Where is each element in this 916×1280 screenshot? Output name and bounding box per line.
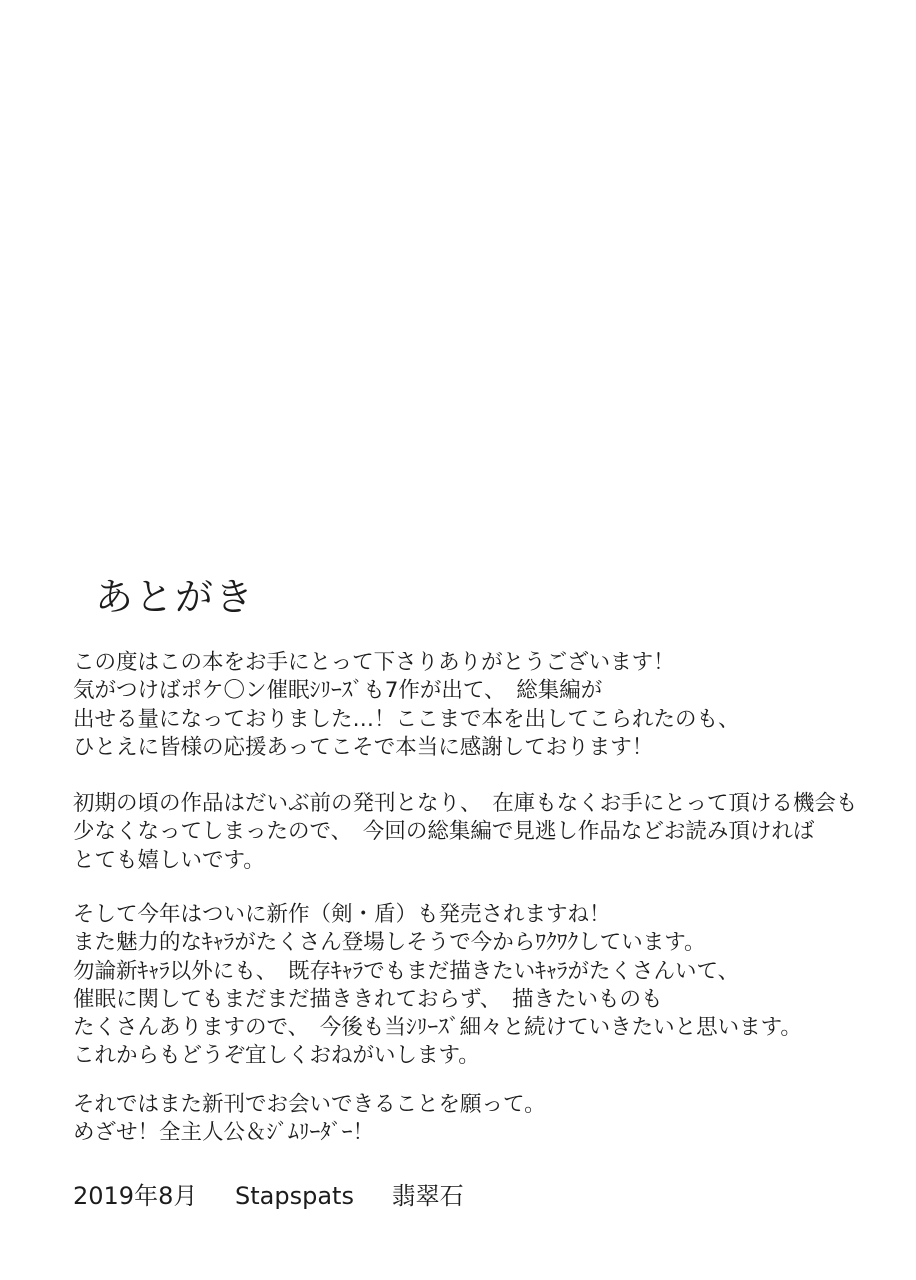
colophon bbox=[73, 1176, 464, 1211]
colophon-date: 2019年8月 bbox=[73, 1182, 198, 1210]
body-line: とても嬉しいです。 bbox=[73, 847, 265, 873]
body-line: 少なくなってしまったので、 今回の総集編で見逃し作品などお読み頂ければ bbox=[73, 819, 815, 845]
paragraph-closing bbox=[73, 1091, 546, 1148]
body-line: 気がつけばポケ〇ン催眠ｼﾘｰｽﾞも7作が出て、 総集編が bbox=[73, 678, 603, 704]
paragraph-thanks bbox=[73, 649, 740, 762]
page-title: あとがき bbox=[95, 575, 256, 619]
body-line: それではまた新刊でお会いできることを願って。 bbox=[73, 1092, 546, 1117]
body-line: これからもどうぞ宜しくおねがいします。 bbox=[73, 1043, 480, 1069]
paragraph-reprint bbox=[73, 790, 857, 875]
body-line: たくさんありますので、 今後も当ｼﾘｰｽﾞ細々と続けていきたいと思います。 bbox=[73, 1015, 802, 1041]
paragraph-future bbox=[73, 901, 802, 1071]
body-line: 出せる量になっておりました…！ここまで本を出してこられたのも、 bbox=[73, 706, 740, 732]
body-line: ひとえに皆様の応援あってこそで本当に感謝しております！ bbox=[73, 734, 654, 760]
colophon-author-name: 翡翠石 bbox=[391, 1182, 464, 1210]
body-line: めざせ！全主人公＆ｼﾞﾑﾘｰﾀﾞｰ！ bbox=[73, 1120, 375, 1146]
body-line: 勿論新ｷｬﾗ以外にも、 既存ｷｬﾗでもまだ描きたいｷｬﾗがたくさんいて、 bbox=[73, 958, 740, 984]
body-line: 初期の頃の作品はだいぶ前の発刊となり、 在庫もなくお手にとって頂ける機会も bbox=[73, 791, 858, 816]
body-line: また魅力的なｷｬﾗがたくさん登場しそうで今からﾜｸﾜｸしています。 bbox=[73, 930, 706, 956]
body-line: この度はこの本をお手にとって下さりありがとうございます！ bbox=[73, 650, 675, 675]
body-line: そして今年はついに新作（剣・盾）も発売されますね！ bbox=[73, 902, 611, 927]
body-line: 催眠に関してもまだまだ描ききれておらず、 描きたいものも bbox=[73, 986, 663, 1012]
colophon-circle-name: Stapspats bbox=[235, 1182, 354, 1210]
